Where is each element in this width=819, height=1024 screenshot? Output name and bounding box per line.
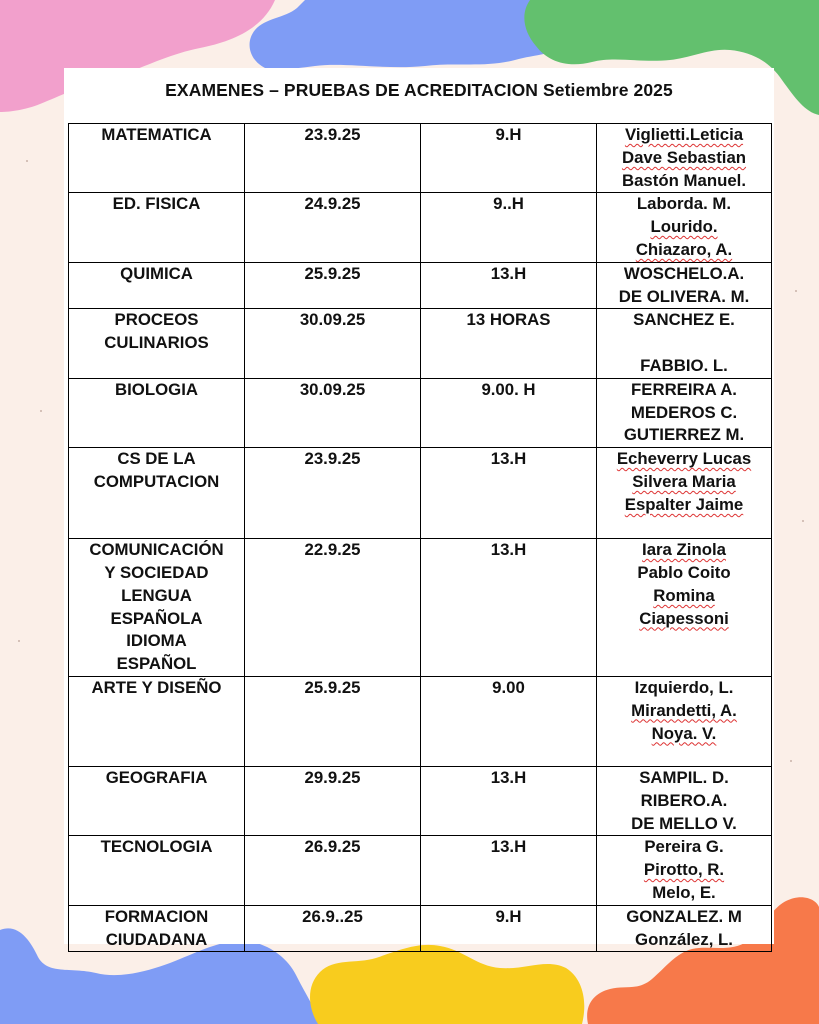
- subject-cell: [69, 905, 245, 952]
- exam-row: [69, 539, 772, 677]
- date-cell: 25.9.25: [245, 676, 421, 766]
- teacher-name: RIBERO.A.: [640, 790, 728, 810]
- teachers-cell: [597, 262, 772, 309]
- exam-row: [69, 262, 772, 309]
- teacher-name: González, L.: [635, 929, 733, 949]
- exam-row: [69, 448, 772, 539]
- subject-line: PROCEOS: [114, 310, 199, 330]
- exam-row: [69, 766, 772, 835]
- subject-cell: [69, 309, 245, 378]
- teachers-cell: [597, 766, 772, 835]
- teachers-cell: [597, 905, 772, 952]
- time-cell: 9.H: [421, 905, 597, 952]
- date-cell: 23.9.25: [245, 124, 421, 193]
- date-cell: 29.9.25: [245, 766, 421, 835]
- teacher-name: Pablo Coito: [637, 562, 731, 582]
- subject-line: CULINARIOS: [104, 333, 209, 353]
- time-cell: 9.00. H: [421, 378, 597, 447]
- subject-cell: [69, 378, 245, 447]
- teacher-name: Izquierdo, L.: [634, 677, 734, 697]
- time-cell: 13.H: [421, 836, 597, 905]
- time-cell: 13.H: [421, 539, 597, 677]
- subject-cell: [69, 676, 245, 766]
- teacher-name: Ciapessoni: [639, 608, 729, 628]
- speck: [790, 760, 792, 762]
- subject-cell: [69, 262, 245, 309]
- subject-line: TECNOLOGIA: [100, 837, 213, 857]
- exam-table-body: [69, 124, 772, 952]
- date-cell: 23.9.25: [245, 448, 421, 539]
- speck: [40, 410, 42, 412]
- teacher-name: DE MELLO V.: [631, 813, 737, 833]
- exam-row: [69, 836, 772, 905]
- subject-line: MATEMATICA: [101, 125, 212, 144]
- teacher-name: Pereira G.: [644, 837, 724, 857]
- teacher-name: SANCHEZ E.: [633, 310, 735, 330]
- exam-row: [69, 193, 772, 262]
- time-cell: 13.H: [421, 448, 597, 539]
- teacher-name: Pirotto, R.: [643, 860, 725, 880]
- document-title: EXAMENES – PRUEBAS DE ACREDITACION Setiembre 2025: [165, 80, 673, 100]
- time-cell: 13.H: [421, 262, 597, 309]
- teacher-name: Silvera Maria: [632, 471, 736, 491]
- subject-cell: [69, 539, 245, 677]
- subject-cell: [69, 448, 245, 539]
- teacher-name: Noya. V.: [651, 723, 717, 743]
- time-cell: 13 HORAS: [421, 309, 597, 378]
- date-cell: 26.9.25: [245, 836, 421, 905]
- teacher-name: SAMPIL. D.: [639, 767, 729, 787]
- teacher-name: GUTIERREZ M.: [623, 425, 745, 445]
- teacher-name: DE OLIVERA. M.: [618, 286, 750, 306]
- subject-line: ARTE Y DISEÑO: [91, 677, 222, 697]
- teacher-name: Romina: [653, 585, 715, 605]
- exam-row: [69, 905, 772, 952]
- subject-line: CS DE LA: [117, 449, 196, 469]
- teachers-cell: [597, 378, 772, 447]
- exam-row: [69, 309, 772, 378]
- teachers-cell: [597, 539, 772, 677]
- date-cell: 30.09.25: [245, 378, 421, 447]
- time-cell: 9.00: [421, 676, 597, 766]
- subject-line: CIUDADANA: [105, 929, 208, 949]
- teacher-name: Laborda. M.: [636, 194, 732, 214]
- teachers-cell: [597, 836, 772, 905]
- teacher-name: Iara Zinola: [642, 540, 726, 560]
- teachers-cell: [597, 124, 772, 193]
- blank-line: [600, 332, 768, 355]
- teachers-cell: [597, 309, 772, 378]
- document-sheet: [64, 68, 774, 949]
- teacher-name: Dave Sebastian: [621, 147, 747, 167]
- teacher-name: Lourido.: [650, 217, 718, 237]
- subject-line: FORMACION: [104, 906, 209, 926]
- speck: [802, 520, 804, 522]
- exam-schedule-table: [68, 123, 772, 952]
- teacher-name: GONZALEZ. M: [626, 906, 742, 926]
- subject-line: COMUNICACIÓN: [89, 540, 224, 560]
- subject-cell: [69, 124, 245, 193]
- subject-line: ESPAÑOL: [116, 654, 197, 674]
- exam-row: [69, 378, 772, 447]
- teachers-cell: [597, 676, 772, 766]
- teacher-name: Mirandetti, A.: [631, 700, 737, 720]
- time-cell: 9..H: [421, 193, 597, 262]
- teacher-name: Bastón Manuel.: [621, 170, 746, 190]
- teacher-name: MEDEROS C.: [630, 402, 738, 422]
- teacher-name: WOSCHELO.A.: [623, 263, 745, 283]
- teachers-cell: [597, 193, 772, 262]
- subject-line: ESPAÑOLA: [110, 608, 203, 628]
- subject-line: LENGUA: [121, 585, 192, 605]
- time-cell: 9.H: [421, 124, 597, 193]
- subject-cell: [69, 193, 245, 262]
- teacher-name: Chiazaro, A.: [635, 239, 733, 259]
- date-cell: 26.9..25: [245, 905, 421, 952]
- speck: [18, 640, 20, 642]
- teacher-name: Melo, E.: [652, 882, 716, 902]
- teachers-cell: [597, 448, 772, 539]
- teacher-name: Echeverry Lucas: [616, 449, 752, 469]
- exam-row: [69, 124, 772, 193]
- teacher-name: FABBIO. L.: [640, 355, 728, 375]
- subject-line: COMPUTACION: [93, 471, 220, 491]
- subject-cell: [69, 766, 245, 835]
- subject-line: QUIMICA: [120, 263, 193, 283]
- subject-cell: [69, 836, 245, 905]
- exam-row: [69, 676, 772, 766]
- date-cell: 25.9.25: [245, 262, 421, 309]
- subject-line: BIOLOGIA: [115, 379, 198, 399]
- date-cell: 30.09.25: [245, 309, 421, 378]
- subject-line: Y SOCIEDAD: [104, 562, 209, 582]
- teacher-name: FERREIRA A.: [631, 379, 737, 399]
- subject-line: IDIOMA: [126, 631, 187, 651]
- subject-line: ED. FISICA: [112, 194, 201, 214]
- date-cell: 24.9.25: [245, 193, 421, 262]
- time-cell: 13.H: [421, 766, 597, 835]
- speck: [795, 290, 797, 292]
- speck: [26, 160, 28, 162]
- date-cell: 22.9.25: [245, 539, 421, 677]
- subject-line: GEOGRAFIA: [105, 767, 208, 787]
- teacher-name: Espalter Jaime: [624, 494, 744, 514]
- teacher-name: Viglietti.Leticia: [624, 125, 744, 144]
